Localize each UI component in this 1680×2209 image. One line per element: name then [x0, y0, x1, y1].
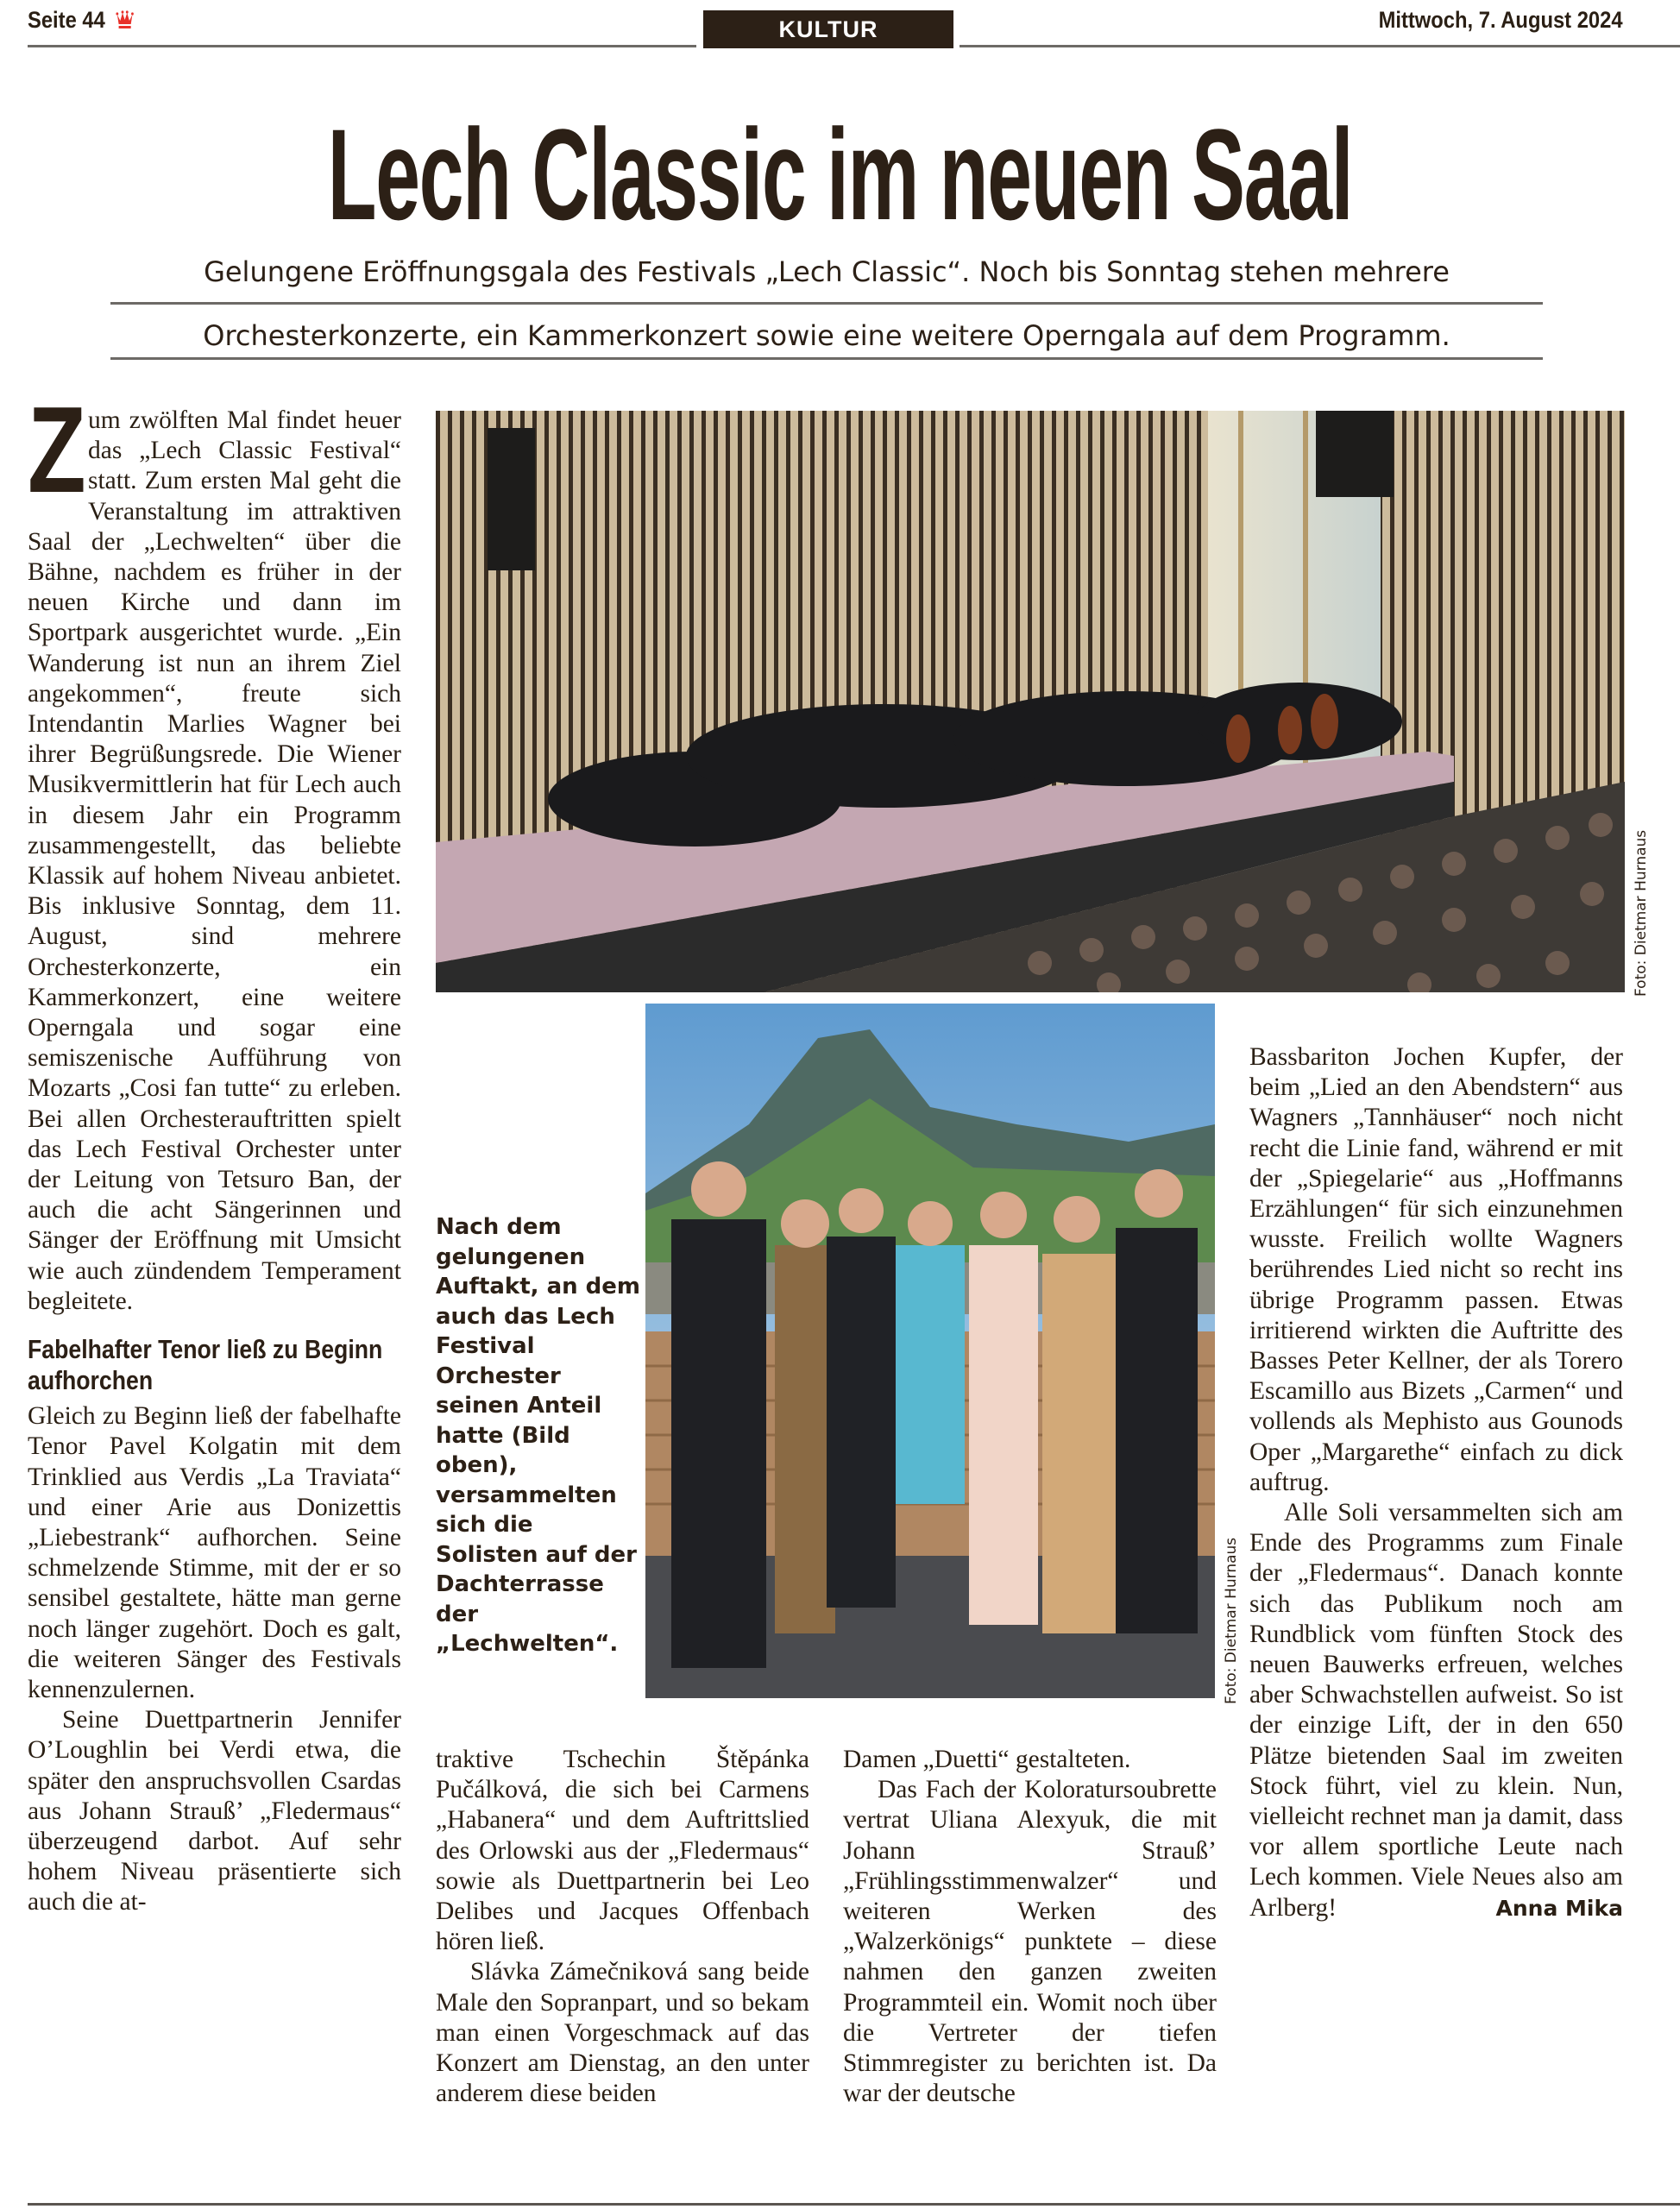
paragraph: Slávka Zámečniková sang beide Male den Sopranpart, und so bekam man einen Vorgeschmack auf das Konzert am Dienstag, an den unter anderem diese beiden [436, 1958, 809, 2108]
photo-credit: Foto: Dietmar Hurnaus [1633, 829, 1650, 997]
paragraph: Gleich zu Beginn ließ der fabelhafte Tenor Pavel Kolgatin mit dem Trinklied aus Verdis „La Traviata“ und einer Arie aus Donizettis „Liebestrank“ aufhorchen. Seine schmelzende Stimme, mit der er so sensibel gestaltete, hätte man gerne noch länger zugehört. Doch es galt, die weiteren Sänger des Festivals kennenzulernen. [28, 1402, 401, 1703]
soloists-photo [645, 1004, 1215, 1698]
photo-credit: Foto: Dietmar Hurnaus [1223, 1537, 1240, 1704]
article-column-3 [843, 1745, 1217, 2109]
page-header [0, 0, 1680, 52]
drop-cap: Z [28, 381, 86, 519]
bottom-rule [28, 2203, 1680, 2206]
paragraph-text: Alle Soli versammelten sich am Ende des Programms zum Finale der „Fledermaus“. Danach konnte sich das Publikum noch am Rundblick vom fünften Stock des neuen Bauwerks erfreuen, welches aber Schwachstellen aufweist. So ist der einzige Lift, der in den 650 Plätze bietenden Saal im zweiten Stock führt, viel zu klein. Nun, vielleicht rechnet man ja damit, dass vor allem sportliche Leute nach Lech kommen. Viele Neues also am Arlberg! [1249, 1499, 1623, 1922]
subheadline-rule [110, 302, 1543, 305]
orchestra-photo [436, 411, 1625, 992]
paragraph: Bassbariton Jochen Kupfer, der beim „Lied an den Abendstern“ aus Wagners „Tannhäuser“ noch nicht recht die Linie fand, während er mit der „Spiegelarie“ aus „Hoffmanns Erzählungen“ für sich einzunehmen wusste. Freilich wollte Wagners berührendes Lied nicht so recht ins übrige Programm passen. Etwas irritierend wirkten die Auftritte des Basses Peter Kellner, der als Torero Escamillo aus Bizets „Carmen“ und vollends als Mephisto aus Gounods Oper „Margarethe“ einfach zu dick auftrug. [1249, 1043, 1623, 1496]
subheadline-line-1: Gelungene Eröffnungsgala des Festivals „Lech Classic“. Noch bis Sonntag stehen mehrere [204, 255, 1450, 288]
article-column-1 [28, 381, 401, 1918]
subheading: Fabelhafter Tenor ließ zu Beginn aufhorchen [28, 1334, 383, 1396]
issue-date: Mittwoch, 7. August 2024 [1379, 7, 1623, 33]
photo-caption: Nach dem gelungenen Auftakt, an dem auch das Lech Festival Orchester seinen Anteil hatte (Bild oben), versammelten sich die Solisten auf der Dachterrasse der „Lechwelten“. [436, 1214, 641, 1657]
paragraph: Seine Duettpartnerin Jennifer O’Loughlin bei Verdi etwa, die später den anspruchsvollen Csardas aus Johann Strauß’ „Fledermaus“ überzeugend darbot. Auf sehr hohem Niveau präsentierte sich auch die at- [28, 1706, 401, 1916]
article-column-2 [436, 1745, 809, 2109]
subheadline-rule [110, 357, 1543, 360]
page-label: Seite 44 [28, 7, 105, 33]
paragraph: traktive Tschechin Štěpánka Pučálková, die sich bei Carmens „Habanera“ und dem Auftrittslied des Orlowski aus der „Fledermaus“ sowie als Duettpartnerin bei Leo Delibes und Jacques Offenbach hören ließ. [436, 1746, 809, 1956]
section-label: KULTUR [703, 10, 953, 48]
headline: Lech Classic im neuen Saal [327, 102, 1353, 247]
author-byline: Anna Mika [1495, 1895, 1623, 1921]
paragraph: Das Fach der Koloratursoubrette vertrat Uliana Alexyuk, die mit Johann Strauß’ „Frühlingsstimmenwalzer“ und weiteren Werken des „Walzerkönigs“ punktete – diese nahmen den ganzen zweiten Programmteil ein. Womit noch über die Vertreter der tiefen Stimmregister zu berichten ist. Da war der deutsche [843, 1776, 1217, 2108]
article-column-4 [1249, 1042, 1623, 1923]
paragraph: um zwölften Mal findet heuer das „Lech Classic Festival“ statt. Zum ersten Mal geht die Veranstaltung im attraktiven Saal der „Lechwelten“ über die Bähne, nachdem es früher in der neuen Kirche und dann im Sportpark ausgerichtet wurde. „Ein Wanderung ist nun an ihrem Ziel angekommen“, freute sich Intendantin Marlies Wagner bei ihrer Begrüßungsrede. Die Wiener Musikvermittlerin hat für Lech auch in diesem Jahr ein Programm zusammengestellt, das beliebte Klassik auf hohem Niveau anbietet. Bis inklusive Sonntag, dem 11. August, sind mehrere Orchesterkonzerte, ein Kammerkonzert, eine weitere Operngala und sogar eine semiszenische Aufführung von Mozarts „Cosi fan tutte“ zu erleben. Bei allen Orchesterauftritten spielt das Lech Festival Orchester unter der Leitung von Tetsuro Ban, der auch die acht Sängerinnen und Sänger der Eröffnung mit Umsicht wie auch zündendem Temperament begleitete. [28, 406, 401, 1315]
header-rule-right [960, 45, 1680, 47]
crown-icon [116, 9, 134, 35]
paragraph [1249, 1498, 1623, 1923]
subheadline-line-2: Orchesterkonzerte, ein Kammerkonzert sowie eine weitere Operngala auf dem Programm. [203, 319, 1450, 352]
page-number [28, 7, 134, 35]
header-rule-left [28, 45, 696, 47]
paragraph: Damen „Duetti“ gestalteten. [843, 1746, 1131, 1773]
